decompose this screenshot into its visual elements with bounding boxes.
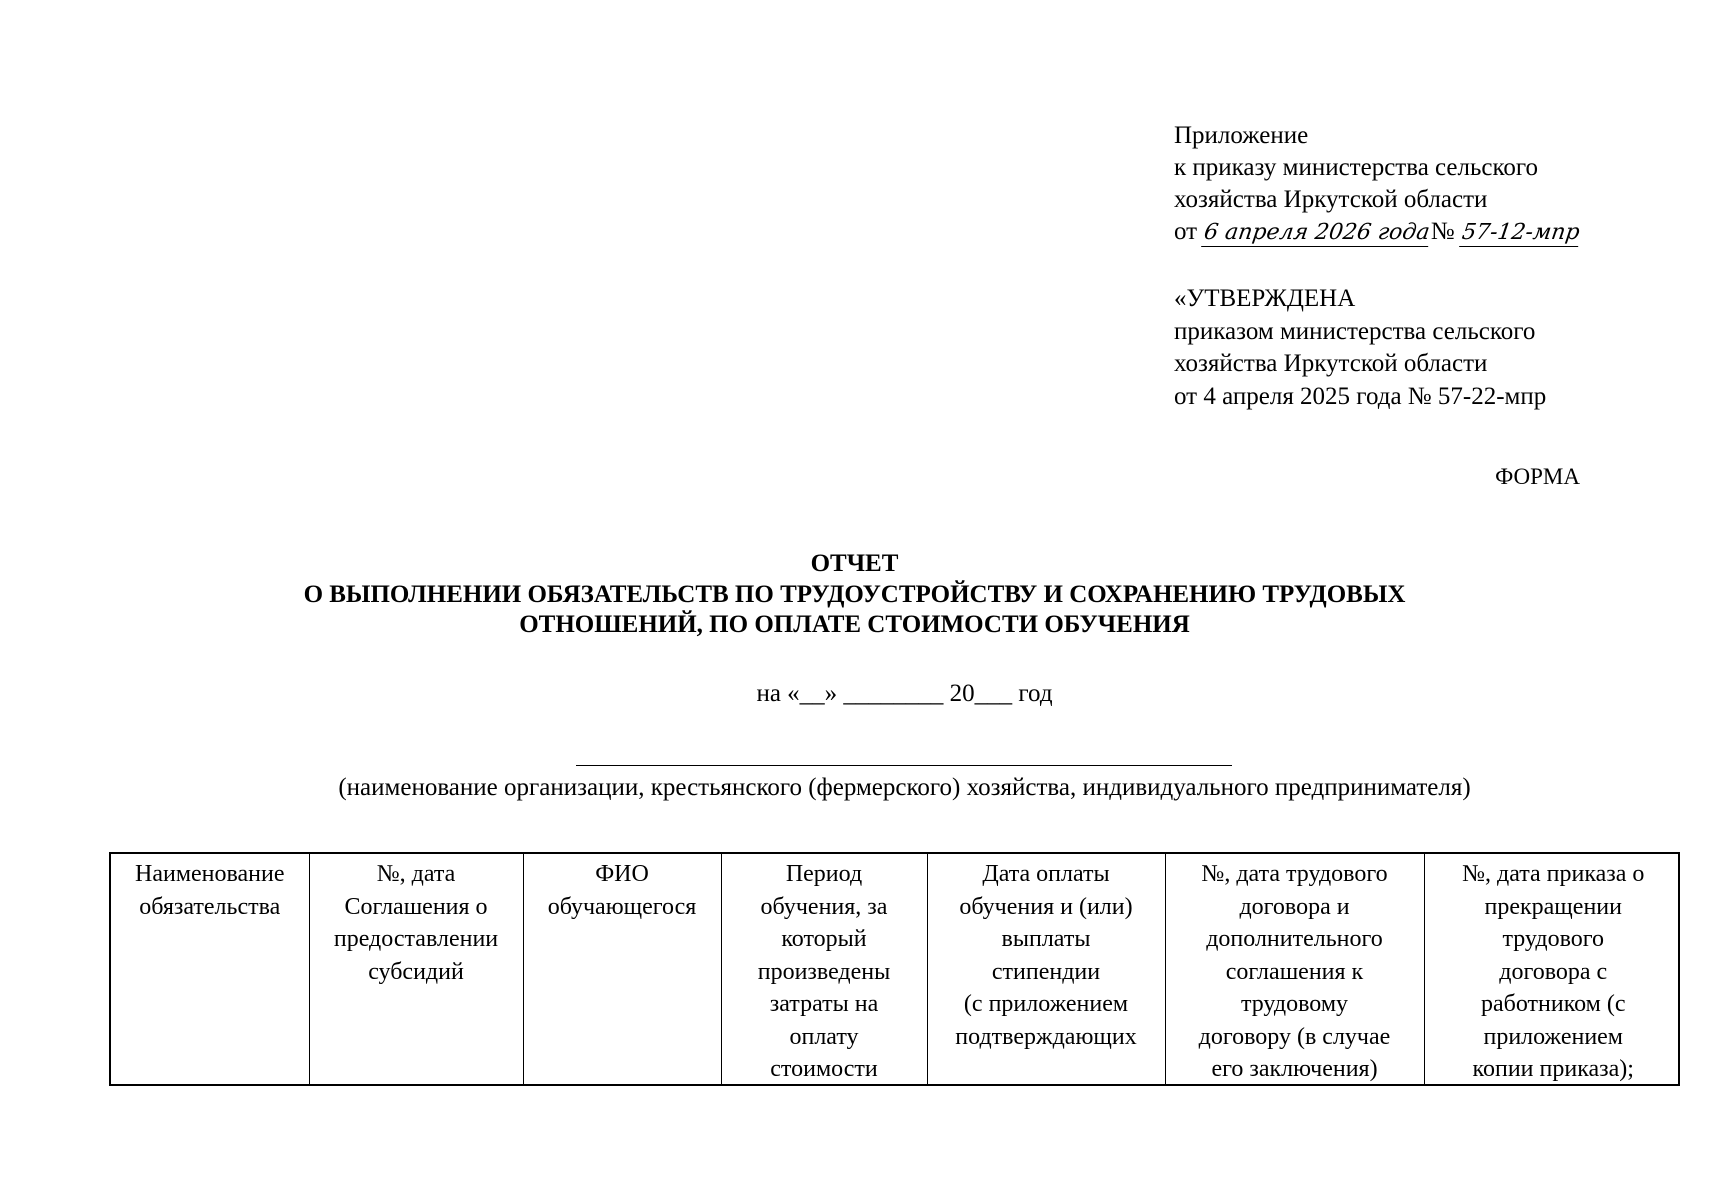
column-header: ФИО обучающегося [523,854,721,1086]
report-table [111,854,1680,1086]
appendix-line: Приложение [1174,122,1309,149]
forma-label: ФОРМА [1495,464,1580,489]
approval-line: «УТВЕРЖДЕНА [1174,285,1356,312]
column-header: №, дата Соглашения о предоставлении субсидий [309,854,523,1086]
table-header-row [111,854,1680,1086]
title-line: ОТЧЕТ [810,550,899,577]
handwritten-number: 57-12-мпр [1460,220,1582,245]
report-table-frame [109,852,1680,1086]
approval-line: приказом министерства сельского [1174,317,1536,345]
appendix-line: хозяйства Иркутской области [1174,186,1488,213]
approval-block [1174,283,1546,413]
appendix-line: к приказу министерства сельского [1174,154,1539,181]
column-header: Период обучения, за который произведены затраты на оплату стоимости [721,854,927,1086]
appendix-order-line [1174,216,1580,248]
handwritten-date: 6 апреля 2026 года [1202,220,1432,245]
appendix-from-prefix: от [1174,218,1198,245]
approval-line: от 4 апреля 2025 года № 57-22-мпр [1174,382,1547,410]
title-line: ОТНОШЕНИЙ, ПО ОПЛАТЕ СТОИМОСТИ ОБУЧЕНИЯ [519,611,1190,638]
organization-caption: (наименование организации, крестьянского (фермерского) хозяйства, индивидуального предпринимателя) [338,774,1471,801]
report-title [0,549,1709,641]
title-line: О ВЫПОЛНЕНИИ ОБЯЗАТЕЛЬСТВ ПО ТРУДОУСТРОЙСТВУ И СОХРАНЕНИЮ ТРУДОВЫХ [303,580,1406,608]
approval-line: хозяйства Иркутской области [1174,350,1488,377]
organization-blank-line [576,765,1232,766]
column-header: Дата оплаты обучения и (или) выплаты стипендии (с приложением подтверждающих [927,854,1165,1086]
column-header: Наименование обязательства [111,854,309,1086]
number-sign: № [1430,218,1455,245]
report-date-line: на «__» ________ 20___ год [756,680,1053,707]
appendix-block [1174,120,1580,248]
column-header: №, дата трудового договора и дополнительного соглашения к трудовому договору (в случае его заключения) [1165,854,1424,1086]
column-header: №, дата приказа о прекращении трудового договора с работником (с приложением копии приказа); [1462,861,1645,1082]
